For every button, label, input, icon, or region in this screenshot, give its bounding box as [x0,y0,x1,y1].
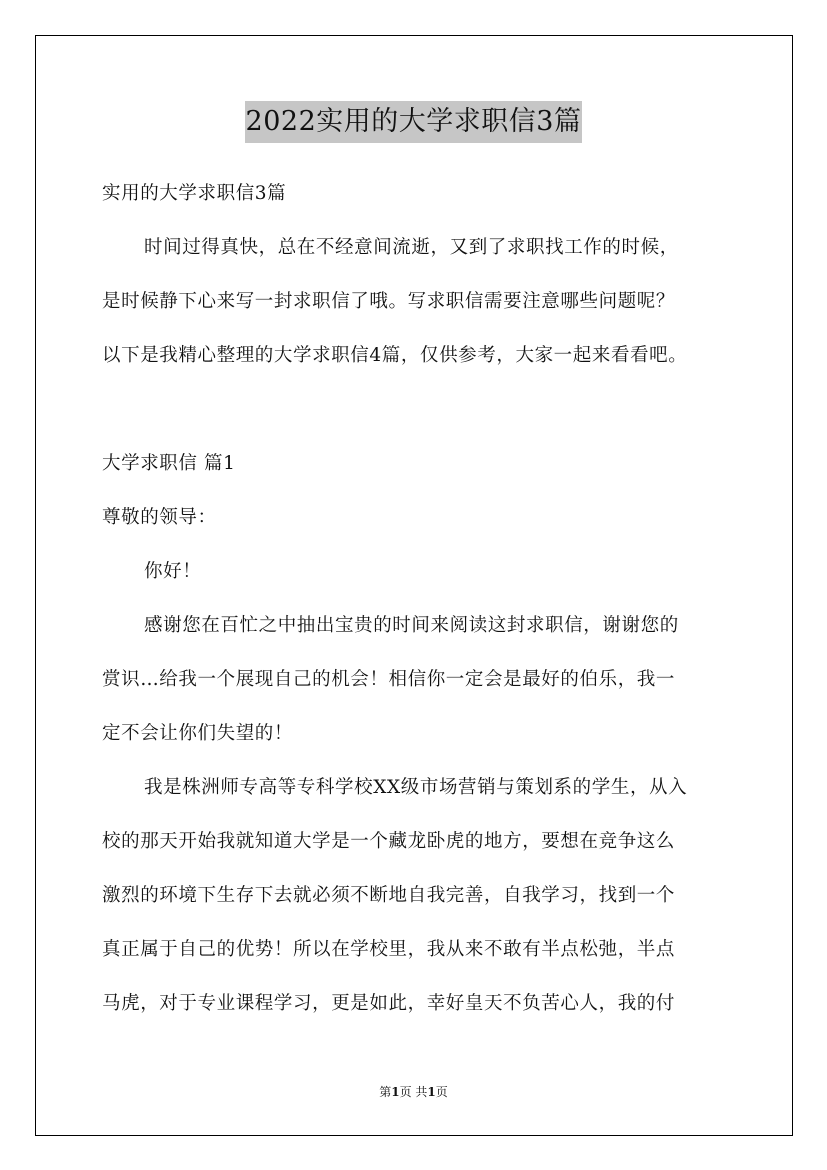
para1-line-3: 定不会让你们失望的！ [102,723,294,744]
document-title: 2022实用的大学求职信3篇 [245,101,583,143]
para1-line-1: 感谢您在百忙之中抽出宝贵的时间来阅读这封求职信，谢谢您的 [144,615,679,636]
para1-line-2: 赏识…给我一个展现自己的机会！相信你一定会是最好的伯乐，我一 [102,669,676,690]
footer-suffix: 页 [435,1085,448,1099]
intro-line-1: 时间过得真快，总在不经意间流逝，又到了求职找工作的时候， [144,237,679,258]
salutation: 尊敬的领导： [102,507,217,528]
title-container [0,101,827,143]
para2-line-1: 我是株洲师专高等专科学校XX级市场营销与策划系的学生，从入 [144,777,688,798]
intro-line-2: 是时候静下心来写一封求职信了哦。写求职信需要注意哪些问题呢？ [102,291,676,312]
para2-line-4: 真正属于自己的优势！所以在学校里，我从来不敢有半点松弛，半点 [102,939,676,960]
para2-line-3: 激烈的环境下生存下去就必须不断地自我完善，自我学习，找到一个 [102,885,676,906]
page-footer [0,1084,827,1100]
para2-line-2: 校的那天开始我就知道大学是一个藏龙卧虎的地方，要想在竞争这么 [102,831,676,852]
document-subtitle: 实用的大学求职信3篇 [102,183,287,204]
footer-page-total: 1 [427,1085,436,1099]
footer-page-current: 1 [391,1085,400,1099]
para2-line-5: 马虎，对于专业课程学习，更是如此，幸好皇天不负苦心人，我的付 [102,993,676,1014]
greeting: 你好！ [144,561,202,582]
intro-line-3: 以下是我精心整理的大学求职信4篇，仅供参考，大家一起来看看吧。 [102,345,688,366]
footer-mid: 页 共 [399,1085,428,1099]
section-heading: 大学求职信 篇1 [102,453,236,474]
footer-prefix: 第 [379,1085,392,1099]
